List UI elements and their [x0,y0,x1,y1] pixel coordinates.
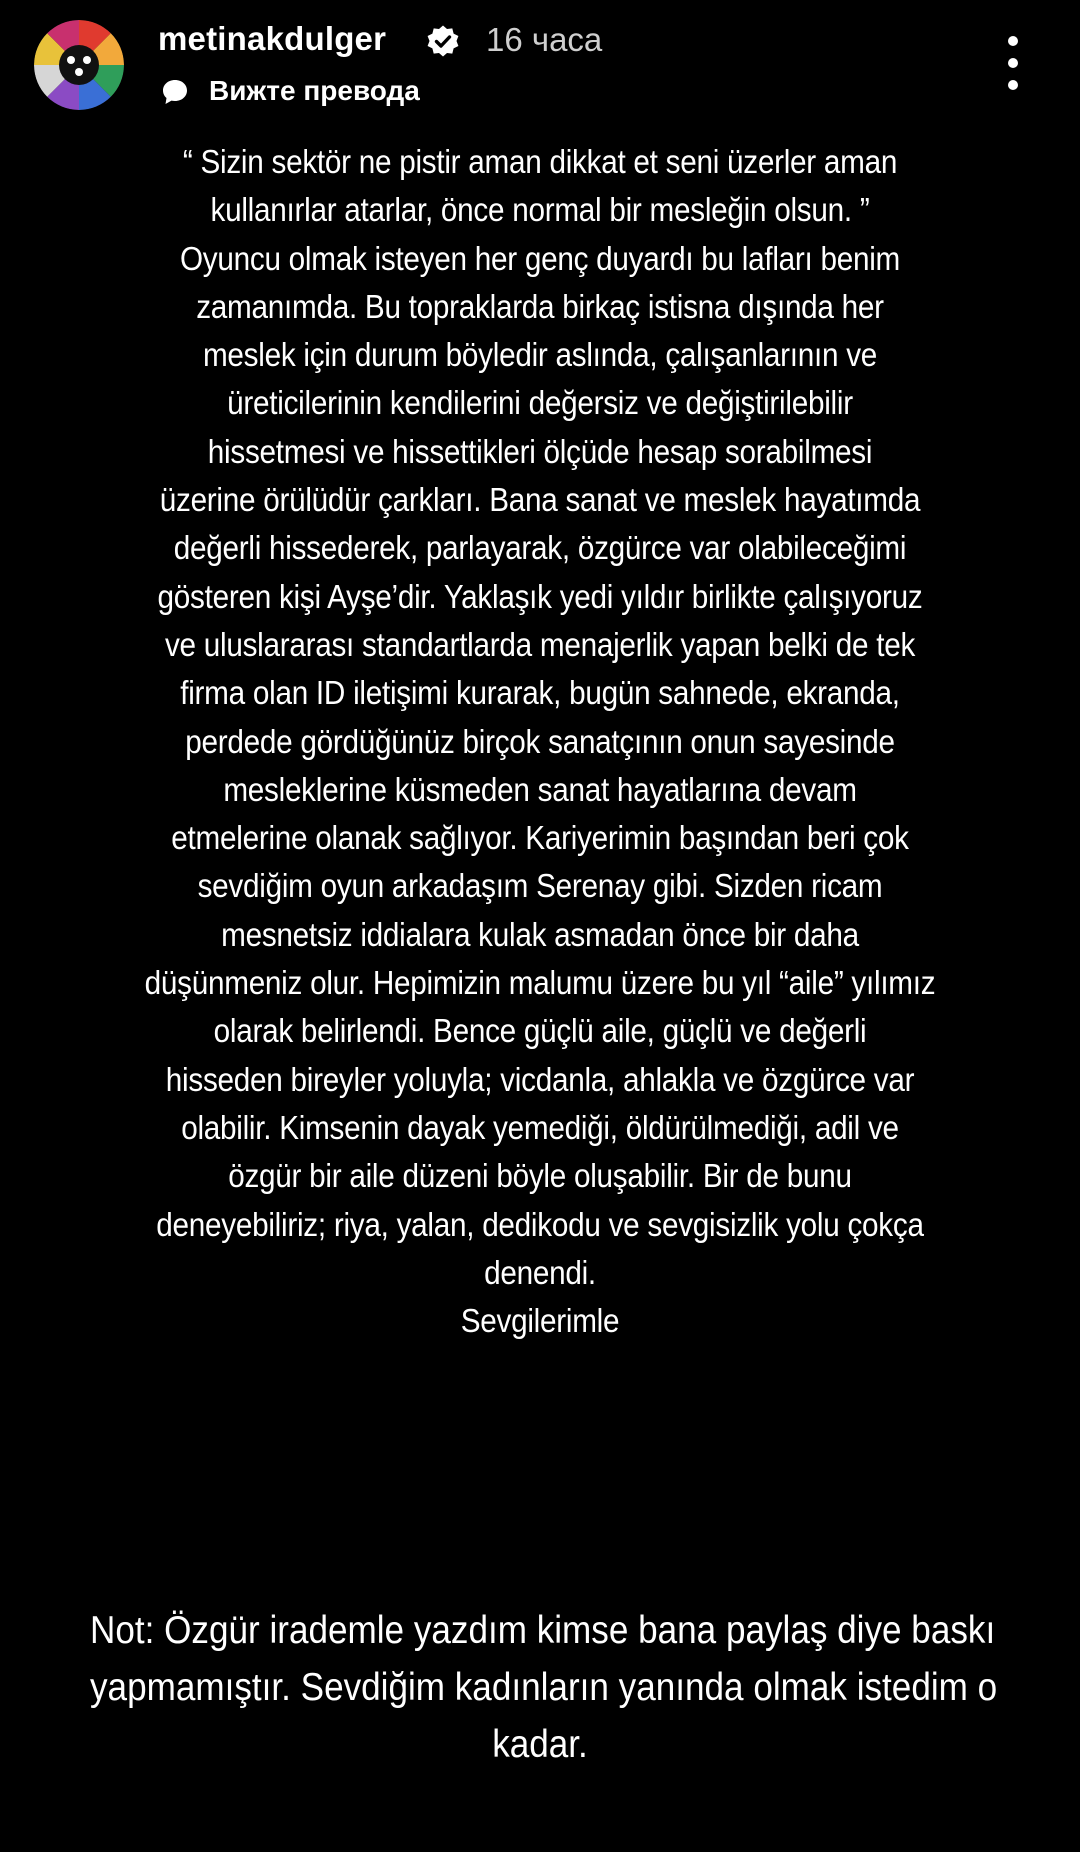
note-text-line: Not: Özgür irademle yazdım kimse bana paylaş diye baskı [90,1609,996,1652]
story-text-line: meslek için durum böyledir aslında, çalışanlarının ve [202,336,878,374]
story-header [0,0,1080,130]
avatar-image [34,20,124,110]
story-text-line: gösteren kişi Ayşe’dir. Yaklaşık yedi yıldır birlikte çalışıyoruz [157,577,923,615]
story-text-line: üreticilerinin kendilerini değersiz ve değiştirilebilir [227,384,853,422]
post-time: 16 часа [486,21,603,58]
story-text-line: kullanırlar atarlar, önce normal bir mesleğin olsun. ” [210,191,870,229]
story-text-line: Sevgilerimle [460,1302,620,1340]
story-text-line: değerli hissederek, parlayarak, özgürce var olabileceğimi [173,529,907,567]
note-text-line: kadar. [492,1723,588,1766]
story-text-line: üzerine örülüdür çarkları. Bana sanat ve meslek hayatımda [159,481,921,519]
note-text-line: yapmamıştır. Sevdiğim kadınların yanında olmak istedim o [90,1666,998,1709]
story-note-text [90,1602,998,1773]
verified-badge-icon [425,24,461,60]
story-text-line: perdede gördüğünüz birçok sanatçının onun sayesinde [185,722,895,760]
story-text-line: “ Sizin sektör ne pistir aman dikkat et seni üzerler aman [182,143,898,180]
story-text-line: olarak belirlendi. Bence güçlü aile, güçlü ve değerli [213,1012,867,1050]
username[interactable]: metinakdulger [158,20,387,57]
story-text-line: hisseden bireyler yoluyla; vicdanla, ahlakla ve özgürce var [165,1060,915,1098]
story-text-line: düşünmeniz olur. Hepimizin malumu üzere bu yıl “aile” yılımız [144,964,936,1002]
story-body-text [108,138,972,1345]
story-text-line: mesleklerine küsmeden sanat hayatlarına devam [223,770,857,808]
story-text-line: zamanımda. Bu topraklarda birkaç istisna dışında her [196,287,884,325]
story-text-line: mesnetsiz iddialara kulak asmadan önce bir daha [221,915,859,953]
story-text-line: hissetmesi ve hissettikleri ölçüde hesap sorabilmesi [207,432,873,470]
story-text-line: özgür bir aile düzeni böyle oluşabilir. Bir de bunu [228,1157,852,1195]
translate-icon [160,77,190,107]
avatar[interactable] [34,20,124,110]
story-text-line: sevdiğim oyun arkadaşım Serenay gibi. Sizden ricam [197,867,883,905]
story-text-line: olabilir. Kimsenin dayak yemediği, öldürülmediği, adil ve [181,1108,899,1146]
story-text-line: ve uluslararası standartlarda menajerlik yapan belki de tek [164,625,916,663]
story-text-line: etmelerine olanak sağlıyor. Kariyerimin başından beri çok [171,819,909,857]
more-options-icon[interactable] [993,36,1033,90]
see-translation-link[interactable]: Вижте превода [209,75,420,106]
story-text-line: deneyebiliriz; riya, yalan, dedikodu ve sevgisizlik yolu çokça [156,1205,924,1243]
story-text-line: denendi. [484,1253,596,1291]
story-text-line: firma olan ID iletişimi kurarak, bugün sahnede, ekranda, [180,674,900,712]
story-text-line: Oyuncu olmak isteyen her genç duyardı bu lafları benim [179,239,901,277]
